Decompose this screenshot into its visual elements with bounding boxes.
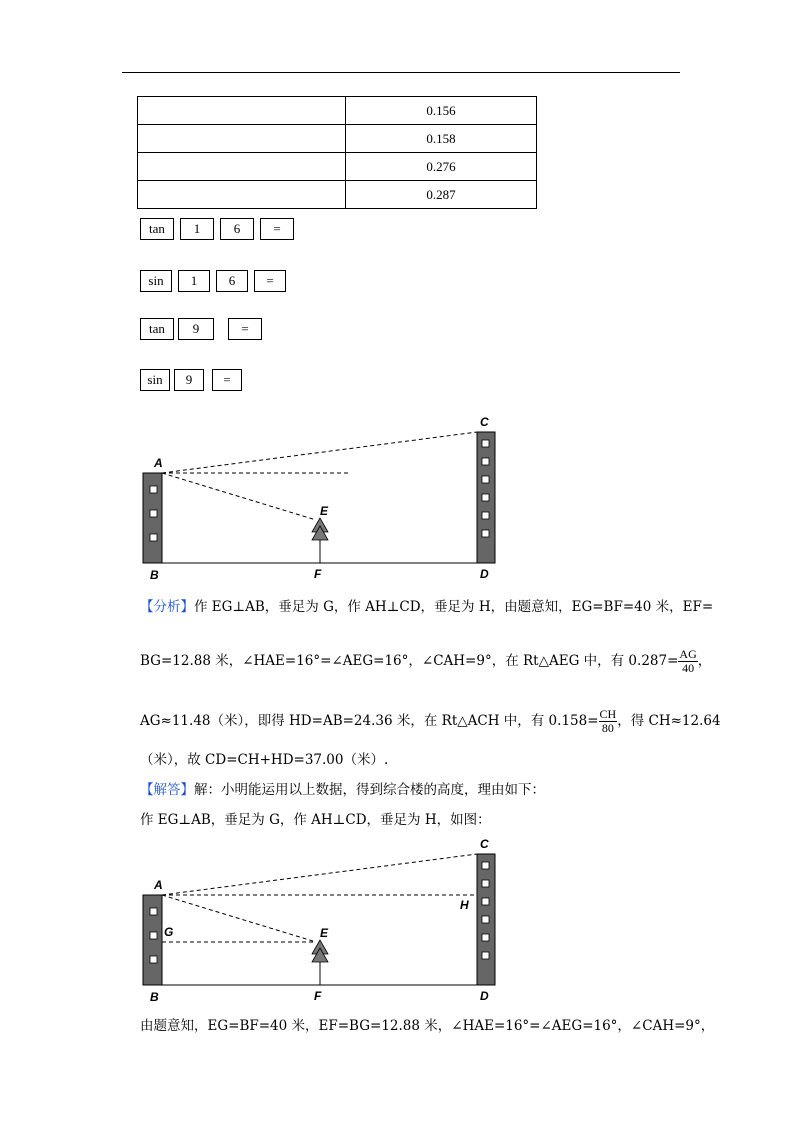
point-label-a: A bbox=[154, 456, 163, 470]
table-cell-value: 0.156 bbox=[346, 97, 537, 125]
calc-key: = bbox=[228, 318, 262, 340]
calc-key: tan bbox=[140, 318, 174, 340]
point-label-h: H bbox=[460, 898, 469, 912]
key-sequence-4 bbox=[140, 369, 248, 391]
answer-line-2: 作 EG⊥AB，垂足为 G，作 AH⊥CD，垂足为 H，如图： bbox=[140, 812, 491, 828]
fraction-ch-80: $\frac{CH}{80}$ bbox=[599, 707, 617, 735]
calc-key: 6 bbox=[216, 270, 248, 292]
calc-key: = bbox=[254, 270, 286, 292]
calc-key: sin bbox=[140, 270, 172, 292]
table-cell-value: 0.287 bbox=[346, 181, 537, 209]
answer-line-3: 由题意知，EG=BF=40 米，EF=BG=12.88 米，∠HAE=16°=∠AEG=16°，∠CAH=9°， bbox=[140, 1018, 715, 1034]
point-label-c: C bbox=[480, 837, 489, 851]
calc-key: 1 bbox=[178, 270, 210, 292]
table-row bbox=[138, 125, 537, 153]
point-label-f: F bbox=[314, 567, 322, 581]
calc-key: sin bbox=[140, 369, 170, 391]
analysis-line-3: AG≈11.48（米），即得 HD=AB=24.36 米，在 Rt△ACH 中，有 0.158= $\frac{CH}{80}$ ，得 CH≈12.64 bbox=[140, 707, 721, 735]
fraction-ag-40: $\frac{AG}{40}$ bbox=[679, 647, 697, 675]
table-row bbox=[138, 181, 537, 209]
figure-buildings-2 bbox=[130, 832, 510, 1004]
point-label-b: B bbox=[150, 990, 159, 1004]
calc-key: = bbox=[260, 218, 294, 240]
table-cell-value: 0.158 bbox=[346, 125, 537, 153]
analysis-line-4: （米），故 CD=CH+HD=37.00（米）. bbox=[140, 752, 389, 768]
calc-key: 9 bbox=[174, 369, 204, 391]
point-label-e: E bbox=[320, 504, 329, 518]
calc-key: 9 bbox=[178, 318, 214, 340]
calc-key: tan bbox=[140, 218, 174, 240]
point-label-d: D bbox=[480, 567, 489, 581]
analysis-line-2: BG=12.88 米，∠HAE=16°=∠AEG=16°，∠CAH=9°，在 Rt△AEG 中，有 0.287= $\frac{AG}{40}$ ， bbox=[140, 647, 712, 675]
calc-key: = bbox=[212, 369, 242, 391]
key-sequence-3 bbox=[140, 318, 268, 340]
point-label-c: C bbox=[480, 415, 489, 429]
table-row bbox=[138, 97, 537, 125]
value-table bbox=[137, 96, 537, 209]
key-sequence-2 bbox=[140, 270, 292, 292]
header-rule bbox=[122, 72, 680, 73]
point-label-b: B bbox=[150, 568, 159, 582]
calc-key: 6 bbox=[220, 218, 254, 240]
point-label-g: G bbox=[164, 925, 174, 939]
point-label-e: E bbox=[320, 926, 329, 940]
point-label-a: A bbox=[154, 878, 163, 892]
point-label-f: F bbox=[314, 989, 322, 1003]
calc-key: 1 bbox=[180, 218, 214, 240]
table-cell-value: 0.276 bbox=[346, 153, 537, 181]
figure-buildings-1 bbox=[130, 410, 510, 582]
table-row bbox=[138, 153, 537, 181]
analysis-line-1: 【分析】作 EG⊥AB，垂足为 G，作 AH⊥CD，垂足为 H，由题意知，EG=BF=40 米，EF= bbox=[140, 599, 714, 615]
point-label-d: D bbox=[480, 989, 489, 1003]
key-sequence-1 bbox=[140, 218, 300, 240]
answer-line-1: 【解答】解：小明能运用以上数据，得到综合楼的高度，理由如下： bbox=[140, 782, 545, 798]
